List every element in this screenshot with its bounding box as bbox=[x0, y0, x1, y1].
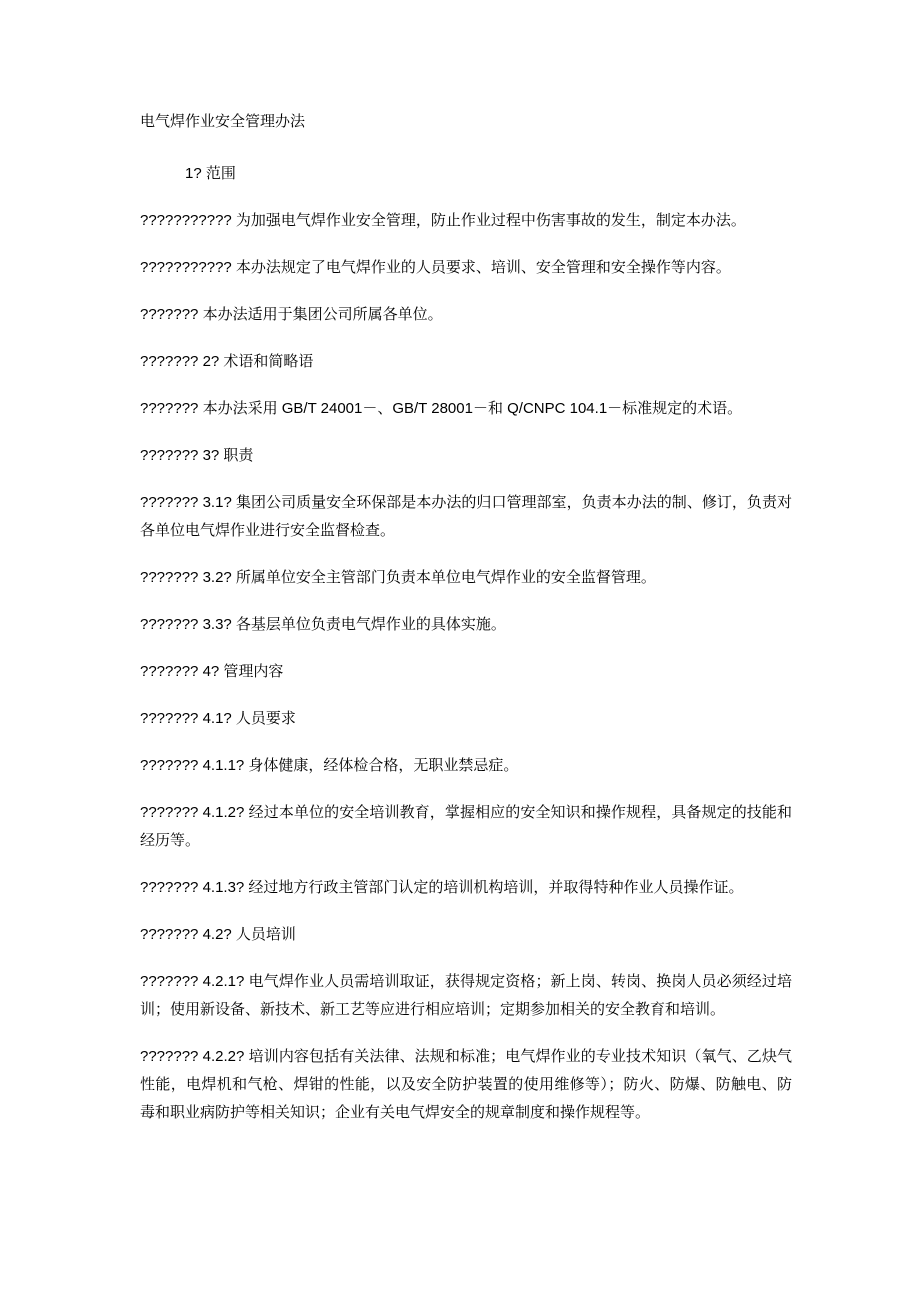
section-heading-scope: 1? 范围 bbox=[185, 165, 236, 182]
paragraph: ??????? 4.2.1? 电气焊作业人员需培训取证，获得规定资格；新上岗、转岗、换岗人员必须经过培训；使用新设备、新技术、新工艺等应进行相应培训；定期参加相关的安全教育和培训。 bbox=[140, 973, 792, 1018]
paragraph: ??????? 3.1? 集团公司质量安全环保部是本办法的归口管理部室，负责本办法的制、修订，负责对各单位电气焊作业进行安全监督检查。 bbox=[140, 494, 792, 539]
paragraph: ??????? 3.2? 所属单位安全主管部门负责本单位电气焊作业的安全监督管理。 bbox=[140, 569, 656, 586]
section-heading-terms: ??????? 2? 术语和简略语 bbox=[140, 353, 314, 370]
document-title: 电气焊作业安全管理办法 bbox=[140, 113, 306, 130]
paragraph: ??????? 3.3? 各基层单位负责电气焊作业的具体实施。 bbox=[140, 616, 506, 633]
paragraph: ??????? 本办法采用 GB/T 24001－、GB/T 28001－和 Q/CNPC 104.1－标准规定的术语。 bbox=[140, 400, 743, 417]
paragraph: ??????? 4.1.2? 经过本单位的安全培训教育，掌握相应的安全知识和操作规程，具备规定的技能和经历等。 bbox=[140, 804, 792, 849]
paragraph: ??????? 4.1.3? 经过地方行政主管部门认定的培训机构培训，并取得特种作业人员操作证。 bbox=[140, 879, 744, 896]
paragraph: ??????????? 为加强电气焊作业安全管理，防止作业过程中伤害事故的发生，制定本办法。 bbox=[140, 212, 746, 229]
paragraph: ??????????? 本办法规定了电气焊作业的人员要求、培训、安全管理和安全操作等内容。 bbox=[140, 259, 731, 276]
subsection-heading-personnel-training: ??????? 4.2? 人员培训 bbox=[140, 926, 296, 943]
paragraph: ??????? 本办法适用于集团公司所属各单位。 bbox=[140, 306, 443, 323]
paragraph: ??????? 4.1.1? 身体健康，经体检合格，无职业禁忌症。 bbox=[140, 757, 519, 774]
paragraph: ??????? 4.2.2? 培训内容包括有关法律、法规和标准；电气焊作业的专业技术知识（氧气、乙炔气性能，电焊机和气枪、焊钳的性能，以及安全防护装置的使用维修等）；防火、防爆、防触电、防毒和职业病防护等相关知识；企业有关电气焊安全的规章制度和操作规程等。 bbox=[140, 1048, 792, 1121]
subsection-heading-personnel-requirements: ??????? 4.1? 人员要求 bbox=[140, 710, 296, 727]
section-heading-duties: ??????? 3? 职责 bbox=[140, 447, 254, 464]
section-heading-management: ??????? 4? 管理内容 bbox=[140, 663, 284, 680]
